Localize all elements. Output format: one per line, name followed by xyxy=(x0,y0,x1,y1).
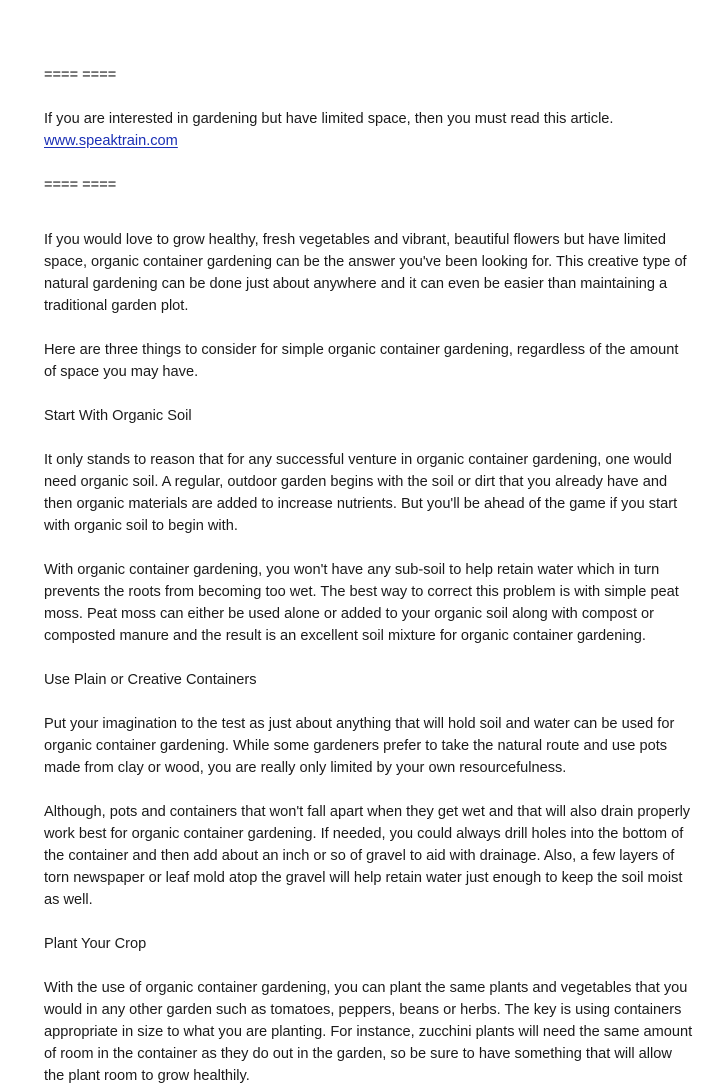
website-link[interactable]: www.speaktrain.com xyxy=(44,133,178,149)
paragraph-6: Although, pots and containers that won't fall apart when they get wet and that will also drain properly work best for organic container gardening. If needed, you could always drill holes into the bottom of the container and then add about an inch or so of gravel to aid with drainage. Also, a few layers of torn newspaper or leaf mold atop the gravel will help retain water just enough to keep the soil moist as well. xyxy=(44,804,691,908)
document-page xyxy=(44,64,694,1087)
separator-top: ==== ==== xyxy=(44,67,117,83)
section-heading-containers: Use Plain or Creative Containers xyxy=(44,672,257,688)
intro-text: If you are interested in gardening but have limited space, then you must read this article. xyxy=(44,111,614,127)
paragraph-5: Put your imagination to the test as just about anything that will hold soil and water can be used for organic container gardening. While some gardeners prefer to take the natural route and use pots made from clay or wood, you are really only limited by your own resourcefulness. xyxy=(44,716,675,776)
paragraph-7: With the use of organic container gardening, you can plant the same plants and vegetables that you would in any other garden such as tomatoes, peppers, beans or herbs. The key is using containers appropriate in size to what you are planting. For instance, zucchini plants will need the same amount of room in the container as they do out in the garden, so be sure to have something that will allow the plant room to grow healthily. xyxy=(44,980,693,1084)
paragraph-3: It only stands to reason that for any successful venture in organic container gardening, one would need organic soil. A regular, outdoor garden begins with the soil or dirt that you already have and then organic materials are added to increase nutrients. But you'll be ahead of the game if you start with organic soil to begin with. xyxy=(44,452,678,534)
separator-bottom: ==== ==== xyxy=(44,177,117,193)
section-heading-crop: Plant Your Crop xyxy=(44,936,147,952)
paragraph-1: If you would love to grow healthy, fresh vegetables and vibrant, beautiful flowers but have limited space, organic container gardening can be the answer you've been looking for. This creative type of natural gardening can be done just about anywhere and it can even be easier than maintaining a traditional garden plot. xyxy=(44,232,687,314)
paragraph-2: Here are three things to consider for simple organic container gardening, regardless of the amount of space you may have. xyxy=(44,342,679,380)
section-heading-soil: Start With Organic Soil xyxy=(44,408,192,424)
paragraph-4: With organic container gardening, you won't have any sub-soil to help retain water which in turn prevents the roots from becoming too wet. The best way to correct this problem is with simple peat moss. Peat moss can either be used alone or added to your organic soil along with compost or composted manure and the result is an excellent soil mixture for organic container gardening. xyxy=(44,562,679,644)
